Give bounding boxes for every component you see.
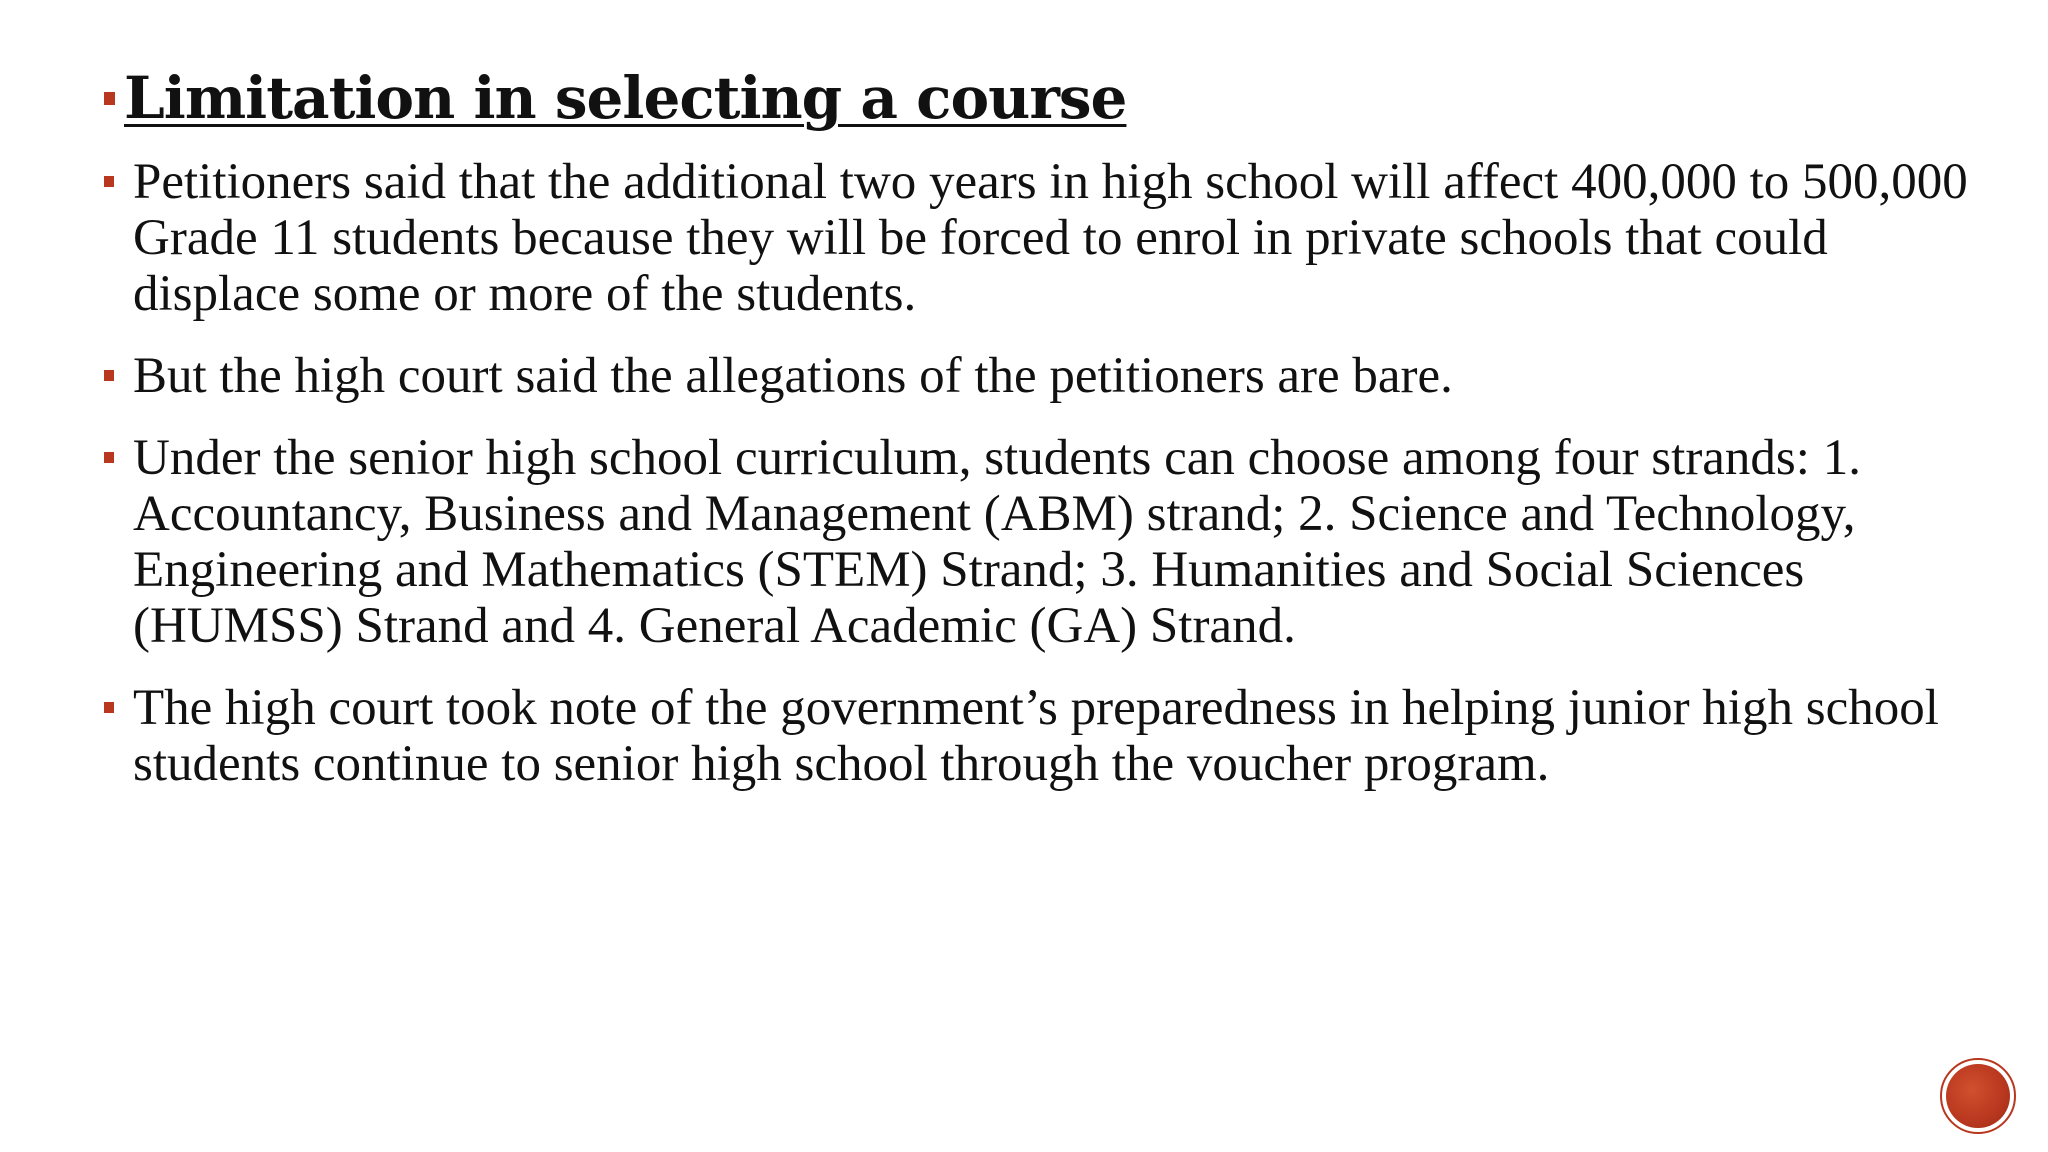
square-bullet-icon <box>104 452 114 463</box>
square-bullet-icon <box>104 370 114 381</box>
bullet-item <box>104 348 1984 404</box>
heading-row <box>104 62 1984 134</box>
square-bullet-icon <box>104 176 114 187</box>
square-bullet-icon <box>104 702 114 713</box>
bullet-item <box>104 154 1984 322</box>
bullet-text: Under the senior high school curriculum, students can choose among four strands: 1. Accountancy, Business and Management (ABM) strand; 2. Science and Technology, Engineering and Mathematics (STEM) Strand; 3. Humanities and Social Sciences (HUMSS) Strand and 4. General Academic (GA) Strand. <box>133 430 1861 654</box>
bullet-list <box>104 154 1984 792</box>
bullet-item <box>104 680 1984 792</box>
slide-heading: Limitation in selecting a course <box>124 64 1127 132</box>
bullet-text: The high court took note of the government’s preparedness in helping junior high school students continue to senior high school through the voucher program. <box>133 680 1939 792</box>
bullet-text: Petitioners said that the additional two years in high school will affect 400,000 to 500,000 Grade 11 students because they will be forced to enrol in private schools that could displace some or more of the students. <box>133 154 1968 322</box>
bullet-item <box>104 430 1984 654</box>
heading-bullet-icon <box>104 92 115 105</box>
slide-content <box>104 62 1984 818</box>
slide-number-badge-icon <box>1940 1058 2016 1134</box>
bullet-text: But the high court said the allegations of the petitioners are bare. <box>133 348 1453 404</box>
